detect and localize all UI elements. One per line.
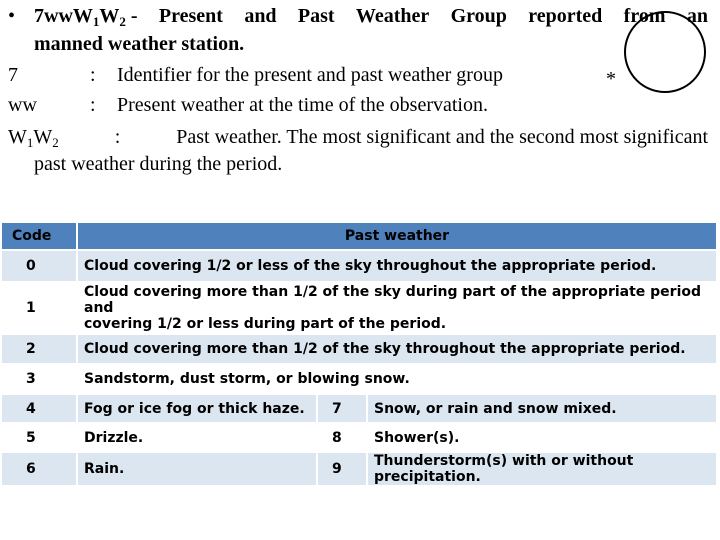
desc-cell: Rain. <box>77 452 317 486</box>
desc-cell: Snow, or rain and snow mixed. <box>367 394 717 423</box>
table-header-row <box>2 223 717 250</box>
def-term: 7 <box>8 64 18 86</box>
code-cell: 7 <box>317 394 367 423</box>
desc-cell: Shower(s). <box>367 423 717 452</box>
desc-cell: Cloud covering more than 1/2 of the sky throughout the appropriate period. <box>77 334 717 364</box>
code-header: Code <box>2 223 77 250</box>
def-sep: : <box>90 64 96 86</box>
def-text: Identifier for the present and past weather group <box>117 64 503 86</box>
title-word: Past <box>297 5 335 27</box>
def-sep: : <box>114 126 121 148</box>
station-circle-icon <box>624 11 706 93</box>
title-word: Weather <box>355 5 430 27</box>
table-row <box>2 423 717 452</box>
desc-header: Past weather <box>77 223 717 250</box>
title-word: Group <box>450 5 507 27</box>
group-code: $7wwW_1W_2$ - <box>34 5 138 29</box>
def-text-continued: past weather during the period. <box>34 153 283 175</box>
code-cell: 4 <box>2 394 77 423</box>
code-cell: 1 <box>2 282 77 334</box>
bullet: • <box>8 5 16 27</box>
table-row <box>2 394 717 423</box>
code-cell: 8 <box>317 423 367 452</box>
star-symbol: * <box>606 68 616 90</box>
code-cell: 2 <box>2 334 77 364</box>
table-row <box>2 250 717 282</box>
desc-cell: Sandstorm, dust storm, or blowing snow. <box>77 364 717 394</box>
desc-cell: Thunderstorm(s) with or without precipitation. <box>367 452 717 486</box>
table-row <box>2 282 717 334</box>
code-cell: 5 <box>2 423 77 452</box>
code-cell: 9 <box>317 452 367 486</box>
heading-line-2: manned weather station. <box>34 33 245 55</box>
table-row <box>2 452 717 486</box>
code-cell: 3 <box>2 364 77 394</box>
past-weather-table <box>2 223 718 487</box>
def-sep: : <box>90 94 96 116</box>
def-text: Present weather at the time of the observation. <box>117 94 488 116</box>
desc-cell: Drizzle. <box>77 423 317 452</box>
desc-cell: Cloud covering more than 1/2 of the sky during part of the appropriate period and covering 1/2 or less during part of the period. <box>77 282 717 334</box>
code-cell: 6 <box>2 452 77 486</box>
def-row-past-weather <box>8 125 708 149</box>
title-word: and <box>244 5 277 27</box>
title-word: reported <box>528 5 603 27</box>
desc-cell: Fog or ice fog or thick haze. <box>77 394 317 423</box>
desc-cell: Cloud covering 1/2 or less of the sky throughout the appropriate period. <box>77 250 717 282</box>
def-term: $W_1W_2$ <box>8 126 59 150</box>
table-row <box>2 334 717 364</box>
title-word: an <box>686 5 708 27</box>
code-cell: 0 <box>2 250 77 282</box>
def-term: ww <box>8 94 37 116</box>
title-word: from <box>623 5 666 27</box>
group-heading <box>8 4 708 28</box>
table-row <box>2 364 717 394</box>
title-word: Present <box>158 5 223 27</box>
def-text: Past weather. The most significant and the second most significant <box>176 126 708 148</box>
